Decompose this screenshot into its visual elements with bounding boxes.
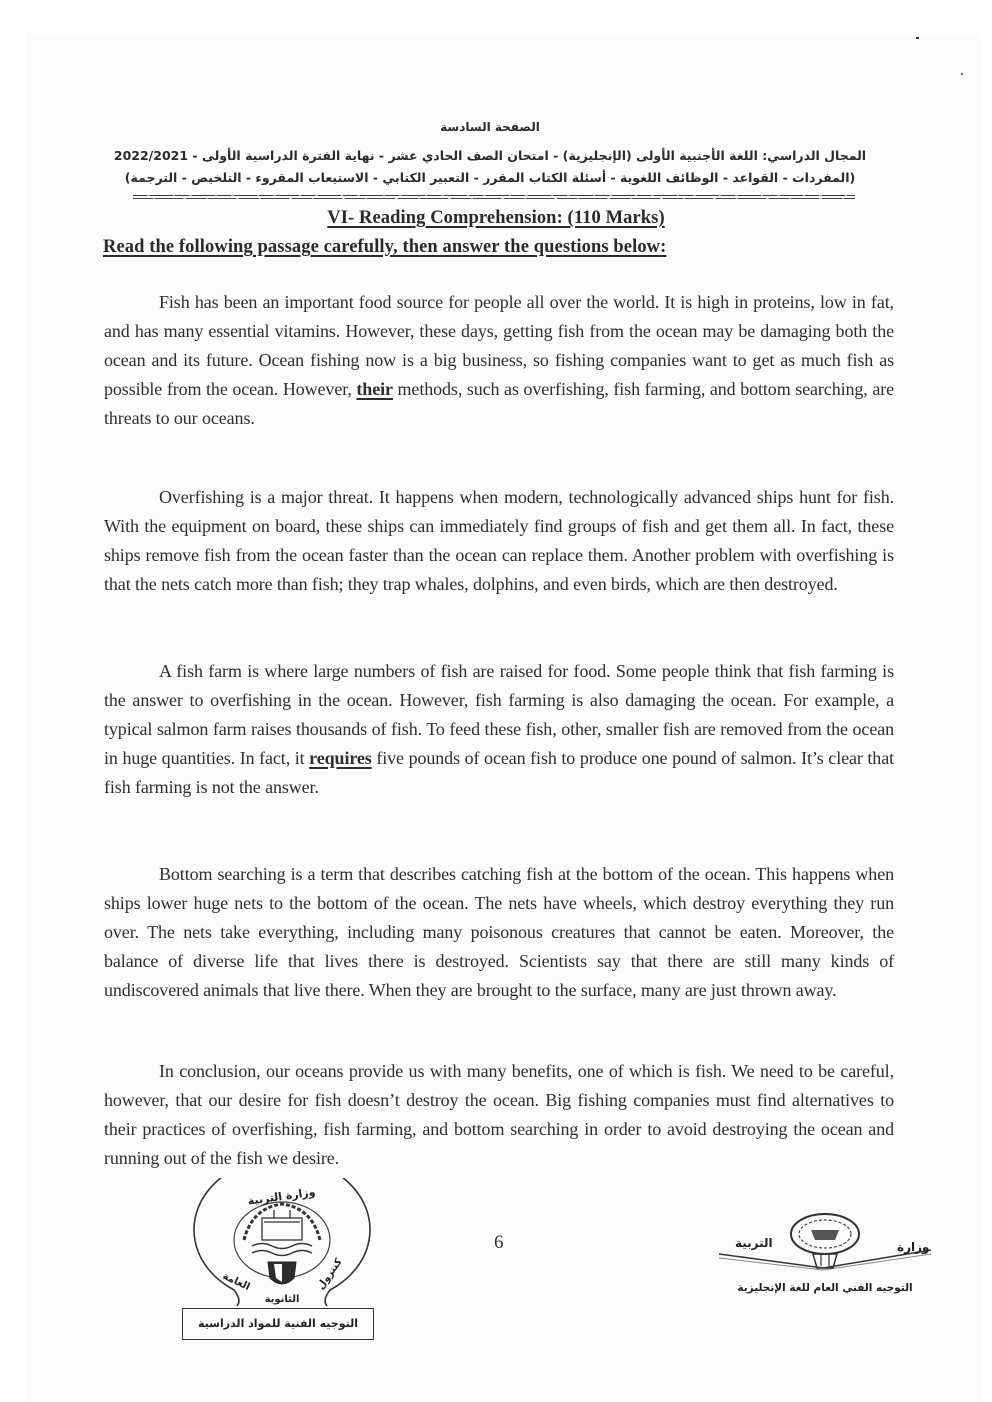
arabic-exam-sections-line: (المفردات - القواعد - الوظائف اللغوية - أسئلة الكتاب المقرر - التعبير الكتابي - الاستيعاب المقروء - التلخيص - الترجمة) [124, 170, 856, 185]
paragraph-text: Fish has been an important food source for people all over the world. It is high in proteins, low in fat, and has many essential vitamins. However, these days, getting fish from the ocean may be damaging both the ocean and its future. Ocean fishing now is a big business, so fishing companies want to get as much fish as possible from the ocean. However, [104, 292, 894, 399]
instruction-text: Read the following passage carefully, then answer the questions below: [103, 237, 667, 257]
underlined-reference-word: their [356, 379, 393, 399]
paragraph-text: five pounds of ocean fish to produce one pound of salmon. It’s clear that fish farming is not the answer. [104, 748, 894, 797]
english-supervision-seal [715, 1212, 935, 1302]
scan-speck [916, 37, 919, 39]
passage-paragraph-4: Bottom searching is a term that describes catching fish at the bottom of the ocean. This happens when ships lower huge nets to the bottom of the ocean. The nets have wheels, which destroy everything they run over. The nets take everything, including many poisonous creatures that cannot be eaten. Moreover, the balance of diverse life that lives there is destroyed. Scientists say that there are still many kinds of undiscovered animals that live there. When they are brought to the surface, many are just thrown away. [104, 864, 894, 1000]
arabic-exam-subject-line: المجال الدراسي: اللغة الأجنبية الأولى (الإنجليزية) - امتحان الصف الحادي عشر - نهاية الفترة الدراسية الأولى - 2022/2021 [113, 148, 867, 163]
passage-paragraph-2: Overfishing is a major threat. It happens when modern, technologically advanced ships hunt for fish. With the equipment on board, these ships can immediately find groups of fish and get them all. In fact, these ships remove fish from the ocean faster than the ocean can replace them. Another problem with overfishing is that the nets catch more than fish; they trap whales, dolphins, and even birds, which are then destroyed. [104, 487, 894, 594]
svg-text:الثانوية: الثانوية [264, 1294, 300, 1305]
svg-text:وزارة التربية: وزارة التربية [246, 1185, 317, 1208]
paragraph-text: methods, such as overfishing, fish farming, and bottom searching, are threats to our oceans. [104, 379, 894, 428]
passage-paragraph-5: In conclusion, our oceans provide us with many benefits, one of which is fish. We need to be careful, however, that our desire for fish doesn’t destroy the ocean. Big fishing companies must find alternatives to their practices of overfishing, fish farming, and bottom searching in order to avoid destroying the ocean and running out of the fish we desire. [104, 1061, 894, 1168]
seal-banner-text: التوجيه الفنية للمواد الدراسية [182, 1308, 374, 1340]
seal-emblem-icon [182, 1178, 382, 1313]
seal-word-tarbiya: التربية [735, 1236, 773, 1250]
svg-text:كنترول: كنترول [315, 1256, 345, 1292]
page-number: 6 [494, 1232, 504, 1253]
passage-paragraph-1 [104, 288, 894, 433]
seal-word-wizara: وزارة [897, 1240, 930, 1254]
seal-caption: التوجيه الفني العام للغة الإنجليزية [737, 1282, 913, 1294]
section-title-text: VI- Reading Comprehension: (110 Marks) [327, 208, 665, 228]
header-divider [133, 195, 855, 200]
paragraph-text: A fish farm is where large numbers of fish are raised for food. Some people think that fish farming is the answer to overfishing in the ocean. However, fish farming is also damaging the ocean. For example, a typical salmon farm raises thousands of fish. To feed these fish, other, smaller fish are removed from the ocean in huge quantities. In fact, it [104, 661, 894, 768]
ministry-control-seal [182, 1178, 382, 1356]
arabic-page-label: الصفحة السادسة [440, 120, 540, 134]
passage-paragraph-3 [104, 657, 894, 802]
svg-text:العامة: العامة [220, 1270, 252, 1293]
section-title [0, 208, 992, 229]
instruction-heading [103, 237, 666, 258]
underlined-vocabulary-word: requires [309, 748, 372, 768]
